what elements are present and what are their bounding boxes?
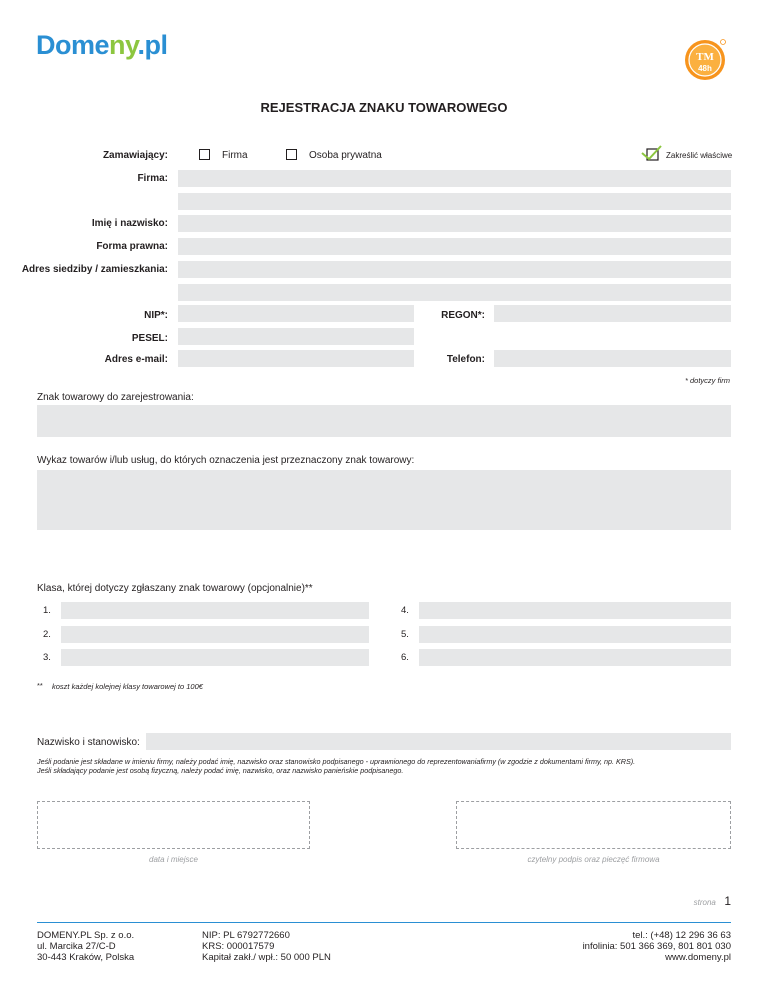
page-number-value: 1	[724, 894, 731, 908]
class-4-field[interactable]	[419, 602, 731, 619]
class-3-label: 3.	[43, 652, 51, 663]
page-number	[694, 892, 731, 910]
goods-services-field[interactable]	[37, 470, 731, 530]
footer-company-line: 30-443 Kraków, Polska	[37, 952, 135, 963]
footer-contact-hotline: infolinia: 501 366 369, 801 801 030	[582, 941, 731, 952]
checkbox-hint: Zakreślić właściwe	[666, 151, 733, 160]
footer-company-line: ul. Marcika 27/C-D	[37, 941, 116, 952]
pesel-field[interactable]	[178, 328, 414, 345]
page-title: REJESTRACJA ZNAKU TOWAROWEGO	[260, 100, 508, 115]
svg-text:TM: TM	[696, 51, 714, 63]
footer-registration-line: NIP: PL 6792772660	[202, 930, 290, 941]
footer-registration-line: Kapitał zakł./ wpł.: 50 000 PLN	[202, 952, 331, 963]
date-place-box[interactable]	[37, 801, 310, 849]
private-person-option-label: Osoba prywatna	[309, 150, 382, 161]
domeny-logo: Domeny.pl	[36, 30, 168, 60]
address-field-line2[interactable]	[178, 284, 731, 301]
signatory-note-line1: Jeśli podanie jest składane w imieniu firmy, należy podać imię, nazwisko oraz stanowisko podpisanego - uprawnionego do reprezentowaniafirmy (w zgodzie z dokumentami firmy, np. KRS).	[37, 757, 636, 766]
company-name-field[interactable]	[178, 170, 731, 187]
legal-form-label: Forma prawna:	[96, 241, 168, 252]
class-2-field[interactable]	[61, 626, 369, 643]
footer-divider	[37, 922, 731, 923]
signatory-field[interactable]	[146, 733, 731, 750]
nip-field[interactable]	[178, 305, 414, 322]
trademark-label: Znak towarowy do zarejestrowania:	[37, 392, 194, 403]
company-name-field-line2[interactable]	[178, 193, 731, 210]
pesel-label: PESEL:	[131, 333, 168, 344]
footer-company	[37, 930, 134, 963]
firm-note: * dotyczy firm	[684, 376, 730, 385]
full-name-field[interactable]	[178, 215, 731, 232]
footer-company-line: DOMENY.PL Sp. z o.o.	[37, 930, 135, 941]
email-label: Adres e-mail:	[104, 354, 168, 365]
class-1-field[interactable]	[61, 602, 369, 619]
regon-field[interactable]	[494, 305, 731, 322]
class-6-label: 6.	[401, 652, 409, 663]
signature-box[interactable]	[456, 801, 731, 849]
goods-services-label: Wykaz towarów i/lub usług, do których oznaczenia jest przeznaczony znak towarowy:	[37, 455, 415, 466]
checkmark-hint-icon	[641, 145, 663, 161]
class-2-label: 2.	[43, 629, 51, 640]
class-1-label: 1.	[43, 605, 51, 616]
signatory-label: Nazwisko i stanowisko:	[37, 737, 140, 748]
phone-field[interactable]	[494, 350, 731, 367]
address-field[interactable]	[178, 261, 731, 278]
class-6-field[interactable]	[419, 649, 731, 666]
class-3-field[interactable]	[61, 649, 369, 666]
footer-contact	[583, 930, 731, 963]
footer-website-link[interactable]: www.domeny.pl	[665, 952, 731, 963]
regon-label: REGON*:	[441, 310, 485, 321]
classes-label: Klasa, której dotyczy zgłaszany znak towarowy (opcjonalnie)**	[37, 583, 313, 594]
footer-contact-phone: tel.: (+48) 12 296 36 63	[632, 930, 731, 941]
email-field[interactable]	[178, 350, 414, 367]
signatory-note-line2: Jeśli składający podanie jest osobą fizyczną, należy podać imię, nazwisko, oraz nazwisko panieńskie podpisanego.	[37, 766, 404, 775]
svg-text:48h: 48h	[698, 64, 712, 73]
class-4-label: 4.	[401, 605, 409, 616]
page-label: strona	[693, 898, 716, 907]
classes-footnote: koszt każdej kolejnej klasy towarowej to 100€	[52, 682, 203, 691]
orderer-label: Zamawiający:	[102, 150, 168, 161]
tm-48h-badge-icon	[683, 38, 727, 82]
classes-footnote-mark: **	[37, 681, 43, 690]
private-person-checkbox[interactable]	[286, 149, 297, 160]
class-5-label: 5.	[401, 629, 409, 640]
footer-registration	[202, 930, 331, 963]
phone-label: Telefon:	[446, 354, 485, 365]
trademark-field[interactable]	[37, 405, 731, 437]
address-label: Adres siedziby / zamieszkania:	[21, 264, 168, 275]
date-place-caption: data i miejsce	[149, 855, 198, 864]
company-name-label: Firma:	[137, 173, 168, 184]
nip-label: NIP*:	[144, 310, 168, 321]
company-checkbox[interactable]	[199, 149, 210, 160]
signature-caption: czytelny podpis oraz pieczęć firmowa	[527, 855, 660, 864]
company-option-label: Firma	[222, 150, 248, 161]
full-name-label: Imię i nazwisko:	[91, 218, 168, 229]
footer-registration-line: KRS: 000017579	[202, 941, 275, 952]
class-5-field[interactable]	[419, 626, 731, 643]
legal-form-field[interactable]	[178, 238, 731, 255]
